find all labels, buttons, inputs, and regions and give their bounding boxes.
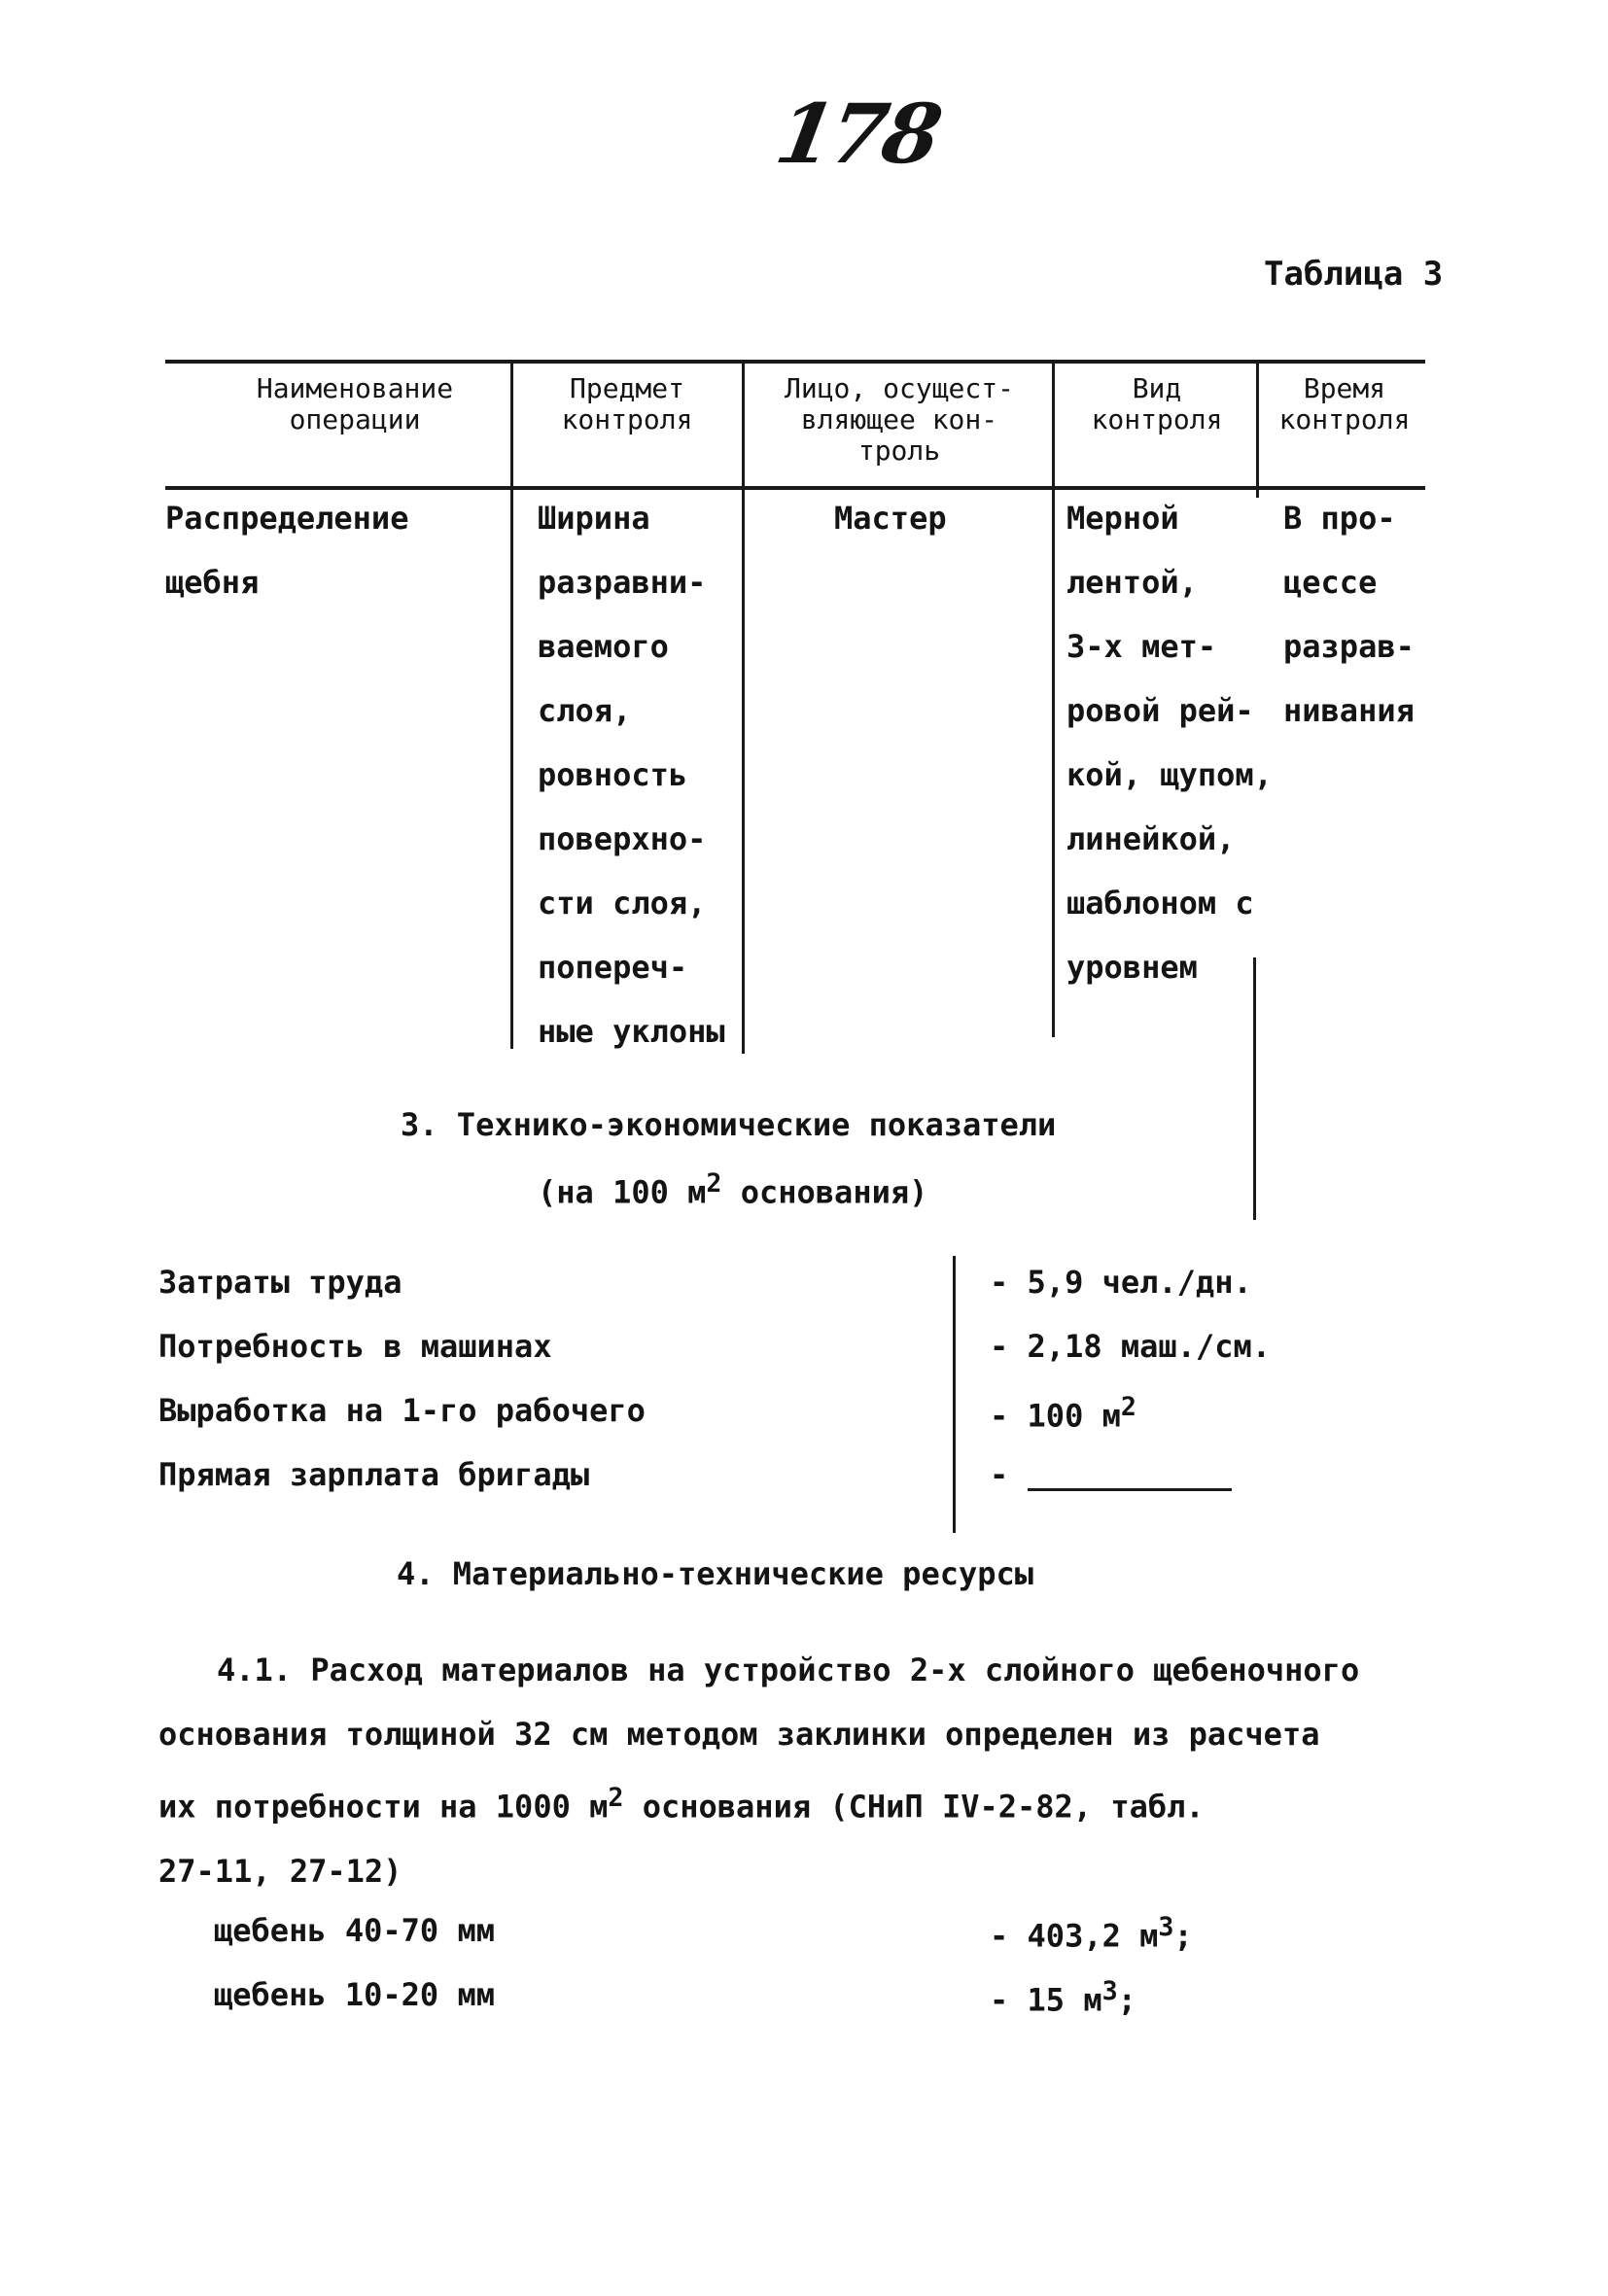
cell-line: Распределение [165, 500, 409, 537]
cell-operation [165, 486, 408, 614]
cell-line: шаблоном с [1066, 885, 1254, 922]
header-person: Лицо, осущест- вляющее кон- троль [784, 372, 1014, 467]
cell-line: разравни- [538, 564, 707, 601]
material-value-text: - 15 м [990, 1981, 1102, 2019]
paragraph-text: 4.1. Расход материалов на устройство 2-х слойного щебеночного [217, 1652, 1360, 1688]
cell-line: слоя, [538, 692, 632, 729]
material-name: щебень 40-70 мм [214, 1912, 495, 1949]
page-number: 178 [769, 86, 946, 182]
indicator-label: Потребность в машинах [158, 1328, 552, 1365]
indicator-value: - 2,18 маш./см. [990, 1328, 1271, 1365]
table-column-divider [510, 362, 513, 1049]
paragraph-sup: 2 [608, 1783, 624, 1813]
indicator-value-text: - [990, 1456, 1009, 1493]
paragraph-line [158, 1638, 1461, 1702]
paragraph-line: основания толщиной 32 см методом заклинки определен из расчета [158, 1716, 1320, 1753]
material-value-text: - 403,2 м [990, 1917, 1159, 1955]
paragraph-text: их потребности на 1000 м [158, 1788, 609, 1826]
indicator-value [990, 1392, 1136, 1435]
indicator-value: - 5,9 чел./дн. [990, 1264, 1252, 1301]
cell-line: лентой, [1066, 564, 1198, 601]
cell-line: В про- [1283, 500, 1396, 537]
header-control-time: Время контроля [1278, 372, 1411, 435]
cell-line: уровнем [1066, 949, 1198, 986]
indicator-label: Прямая зарплата бригады [158, 1456, 590, 1493]
cell-line: сти слоя, [538, 885, 707, 922]
paragraph-line: 27-11, 27-12) [158, 1852, 402, 1890]
indicator-label: Выработка на 1-го рабочего [158, 1392, 646, 1429]
section-4-title: 4. Материально-технические ресурсы [397, 1555, 1034, 1592]
cell-line: Мерной [1066, 500, 1179, 537]
table-column-divider [1052, 362, 1055, 1037]
cell-line: Ширина [538, 500, 650, 537]
cell-line: попереч- [538, 949, 688, 986]
cell-person [834, 486, 947, 550]
cell-line: цессе [1283, 564, 1378, 601]
table-top-rule [165, 360, 1425, 364]
material-value-sup: 3 [1158, 1912, 1174, 1942]
paragraph-text: основания (СНиП IV-2-82, табл. [623, 1788, 1205, 1826]
cell-line: линейкой, [1066, 820, 1236, 857]
cell-line: поверхно- [538, 820, 707, 857]
materials-paragraph [158, 1638, 1461, 1903]
blank-fill-line [1028, 1488, 1232, 1491]
subtitle-suffix: основания) [721, 1173, 928, 1211]
cell-control-type [1066, 486, 1273, 999]
subtitle-prefix: (на 100 м [538, 1173, 707, 1211]
cell-control-time [1283, 486, 1415, 743]
material-name: щебень 10-20 мм [214, 1976, 495, 2013]
cell-line: ваемого [538, 628, 669, 665]
section-3-title: 3. Технико-экономические показатели [401, 1106, 1057, 1143]
cell-subject [538, 486, 725, 1063]
header-control-type: Вид контроля [1091, 372, 1223, 435]
subtitle-sup: 2 [706, 1168, 722, 1199]
header-operation: Наименование операции [256, 372, 454, 435]
material-value [990, 1912, 1193, 1955]
material-value-sup: 3 [1101, 1976, 1118, 2006]
material-value [990, 1976, 1136, 2019]
cell-line: ровой рей- [1066, 692, 1254, 729]
indicator-label: Затраты труда [158, 1264, 402, 1301]
table-column-divider [1256, 362, 1259, 498]
cell-line: Мастер [834, 500, 947, 537]
indicator-value-sup: 2 [1120, 1392, 1136, 1422]
material-value-tail: ; [1173, 1917, 1193, 1955]
header-subject: Предмет контроля [561, 372, 693, 435]
paragraph-line [158, 1766, 1461, 1839]
cell-line: ные уклоны [538, 1013, 725, 1050]
indicator-value [990, 1456, 1232, 1493]
table-column-divider [742, 362, 745, 1054]
section-3-subtitle [538, 1168, 927, 1211]
indicator-divider [953, 1256, 956, 1533]
cell-line: ровность [538, 756, 688, 793]
table-label: Таблица 3 [1264, 255, 1444, 294]
cell-line: щебня [165, 564, 260, 601]
cell-line: 3-х мет- [1066, 628, 1217, 665]
indicator-value-text: - 100 м [990, 1397, 1121, 1435]
material-value-tail: ; [1117, 1981, 1136, 2019]
cell-line: нивания [1283, 692, 1415, 729]
cell-line: разрав- [1283, 628, 1415, 665]
cell-line: кой, щупом, [1066, 756, 1273, 793]
